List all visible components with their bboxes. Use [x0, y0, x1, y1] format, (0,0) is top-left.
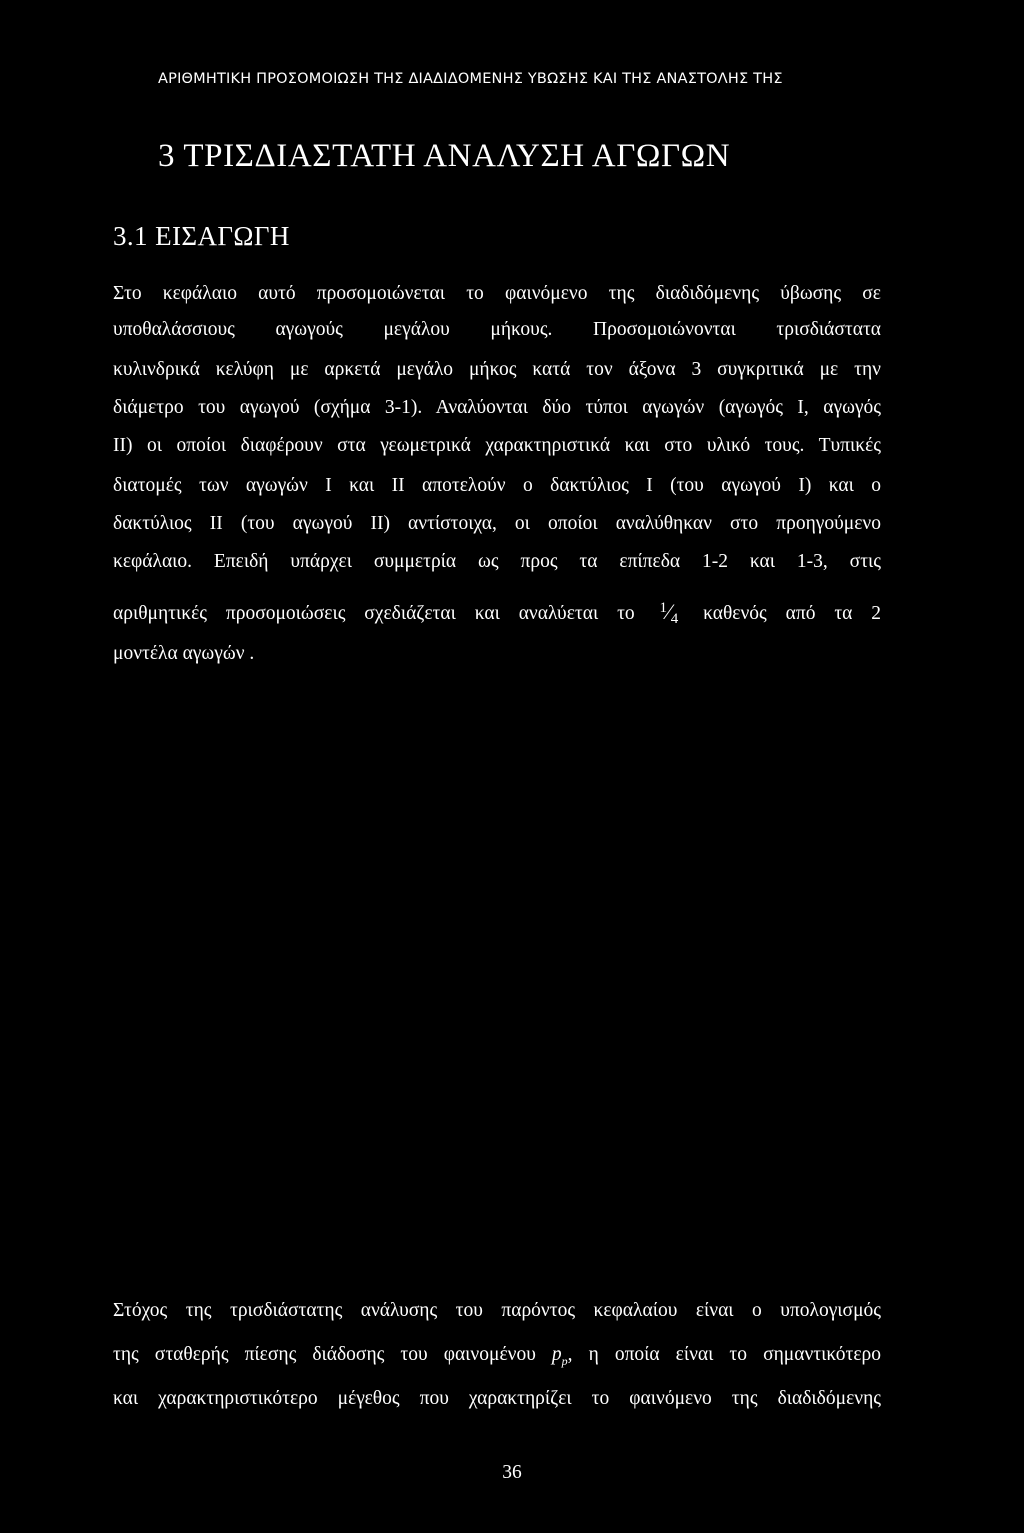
- paragraph-line: υποθαλάσσιους αγωγούς μεγάλου μήκους. Προσομοιώνονται τρισδιάστατα: [113, 319, 881, 340]
- fraction-denominator: 4: [670, 611, 679, 627]
- line-text-after-fraction: καθενός από τα 2: [703, 603, 881, 624]
- paragraph-line: δακτύλιος II (του αγωγού II) αντίστοιχα, οι οποίοι αναλύθηκαν στο προηγούμενο: [113, 513, 881, 534]
- fraction-one-quarter: $^1⁄_4$: [659, 599, 679, 627]
- section-title: 3.1 ΕΙΣΑΓΩΓΗ: [113, 221, 290, 251]
- line-text-before-symbol: της σταθερής πίεσης διάδοσης του φαινομένου: [113, 1344, 536, 1365]
- paragraph-line: κεφάλαιο. Επειδή υπάρχει συμμετρία ως προς τα επίπεδα 1-2 και 1-3, στις: [113, 551, 881, 572]
- paragraph-line: διάμετρο του αγωγού (σχήμα 3-1). Αναλύονται δύο τύποι αγωγών (αγωγός I, αγωγός: [113, 397, 881, 418]
- fraction-numerator: 1: [659, 600, 668, 616]
- line-text-before-fraction: αριθμητικές προσομοιώσεις σχεδιάζεται και αναλύεται το: [113, 603, 635, 624]
- paragraph-line-with-symbol: [113, 1343, 881, 1373]
- paragraph-line: κυλινδρικά κελύφη με αρκετά μεγάλο μήκος κατά τον άξονα 3 συγκριτικά με την: [113, 359, 881, 380]
- paragraph-line: και χαρακτηριστικότερο μέγεθος που χαρακτηρίζει το φαινόμενο της διαδιδόμενης: [113, 1388, 881, 1409]
- paragraph-line: διατομές των αγωγών I και II αποτελούν ο δακτύλιος I (του αγωγού I) και ο: [113, 475, 881, 496]
- propagation-pressure-symbol: $p_p$: [551, 1344, 568, 1368]
- paragraph-line: Στο κεφάλαιο αυτό προσομοιώνεται το φαινόμενο της διαδιδόμενης ύβωσης σε: [113, 283, 881, 304]
- line-text-after-symbol: , η οποία είναι το σημαντικότερο: [567, 1344, 881, 1365]
- chapter-title: 3 ΤΡΙΣΔΙΑΣΤΑΤΗ ΑΝΑΛΥΣΗ ΑΓΩΓΩΝ: [158, 138, 731, 174]
- paragraph-line: Στόχος της τρισδιάστατης ανάλυσης του παρόντος κεφαλαίου είναι ο υπολογισμός: [113, 1300, 881, 1321]
- paragraph-line: μοντέλα αγωγών .: [113, 643, 255, 664]
- paragraph-line-with-fraction: [113, 596, 881, 631]
- paragraph-line: II) οι οποίοι διαφέρουν στα γεωμετρικά χαρακτηριστικά και στο υλικό τους. Τυπικές: [113, 435, 881, 456]
- running-header: ΑΡΙΘΜΗΤΙΚΗ ΠΡΟΣΟΜΟΙΩΣΗ ΤΗΣ ΔΙΑΔΙΔΟΜΕΝΗΣ ΥΒΩΣΗΣ ΚΑΙ ΤΗΣ ΑΝΑΣΤΟΛΗΣ ΤΗΣ: [158, 71, 783, 87]
- page-number: 36: [502, 1462, 522, 1483]
